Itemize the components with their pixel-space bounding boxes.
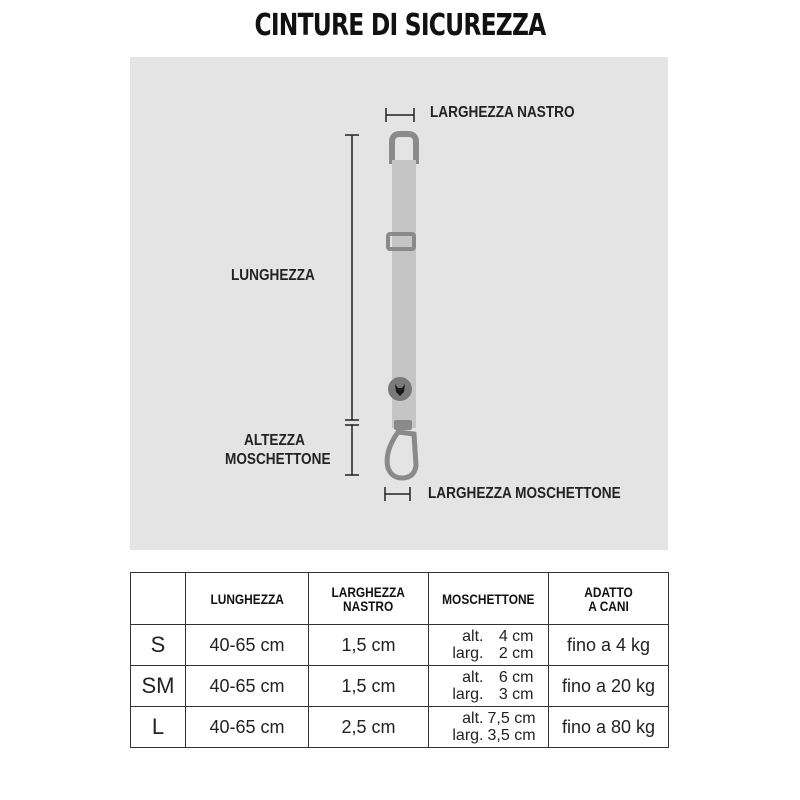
alt-key: alt. <box>462 627 484 645</box>
larg-value: 2 cm <box>498 644 534 662</box>
nastro-cell: 1,5 cm <box>309 625 429 666</box>
larg-key: larg. <box>452 726 484 744</box>
cani-cell: fino a 80 kg <box>549 707 669 748</box>
nastro-cell: 2,5 cm <box>309 707 429 748</box>
nastro-cell: 1,5 cm <box>309 666 429 707</box>
cani-cell: fino a 4 kg <box>549 625 669 666</box>
header-empty <box>131 573 186 625</box>
carabiner <box>387 432 416 478</box>
size-cell: L <box>131 707 186 748</box>
cani-cell: fino a 20 kg <box>549 666 669 707</box>
size-cell: S <box>131 625 186 666</box>
larg-key: larg. <box>452 644 484 662</box>
label-altezza-line1: ALTEZZA <box>244 432 305 449</box>
page-title: CINTURE DI SICUREZZA <box>254 8 546 43</box>
carabiner-swivel <box>394 420 412 430</box>
label-altezza-line2: MOSCHETTONE <box>225 451 331 468</box>
top-clip <box>392 134 416 164</box>
lunghezza-cell: 40-65 cm <box>186 707 309 748</box>
header-larghezza-line1: LARGHEZZA <box>331 583 406 600</box>
header-larghezza-nastro <box>309 573 429 625</box>
alt-key: alt. <box>462 668 484 686</box>
table-row <box>131 666 669 707</box>
alt-value: 4 cm <box>498 627 534 645</box>
larg-value: 3 cm <box>498 685 534 703</box>
lunghezza-cell: 40-65 cm <box>186 666 309 707</box>
table-row <box>131 625 669 666</box>
lunghezza-cell: 40-65 cm <box>186 625 309 666</box>
header-adatto <box>549 573 669 625</box>
table-header-row <box>131 573 669 625</box>
header-moschettone: MOSCHETTONE <box>429 573 549 625</box>
moschettone-cell <box>429 707 549 748</box>
header-larghezza-line2: NASTRO <box>343 597 394 614</box>
alt-key: alt. <box>462 709 484 727</box>
size-cell: SM <box>131 666 186 707</box>
label-lunghezza: LUNGHEZZA <box>231 267 315 284</box>
header-adatto-line1: ADATTO <box>584 583 633 600</box>
moschettone-cell <box>429 666 549 707</box>
table-row <box>131 707 669 748</box>
alt-value: 7,5 cm <box>487 709 536 727</box>
header-lunghezza: LUNGHEZZA <box>186 573 309 625</box>
alt-value: 6 cm <box>498 668 534 686</box>
label-larghezza-nastro: LARGHEZZA NASTRO <box>430 104 575 121</box>
header-adatto-line2: A CANI <box>588 597 629 614</box>
label-larghezza-moschettone: LARGHEZZA MOSCHETTONE <box>428 485 621 502</box>
larg-value: 3,5 cm <box>487 726 536 744</box>
moschettone-cell <box>429 625 549 666</box>
size-table <box>130 572 669 748</box>
larg-key: larg. <box>452 685 484 703</box>
